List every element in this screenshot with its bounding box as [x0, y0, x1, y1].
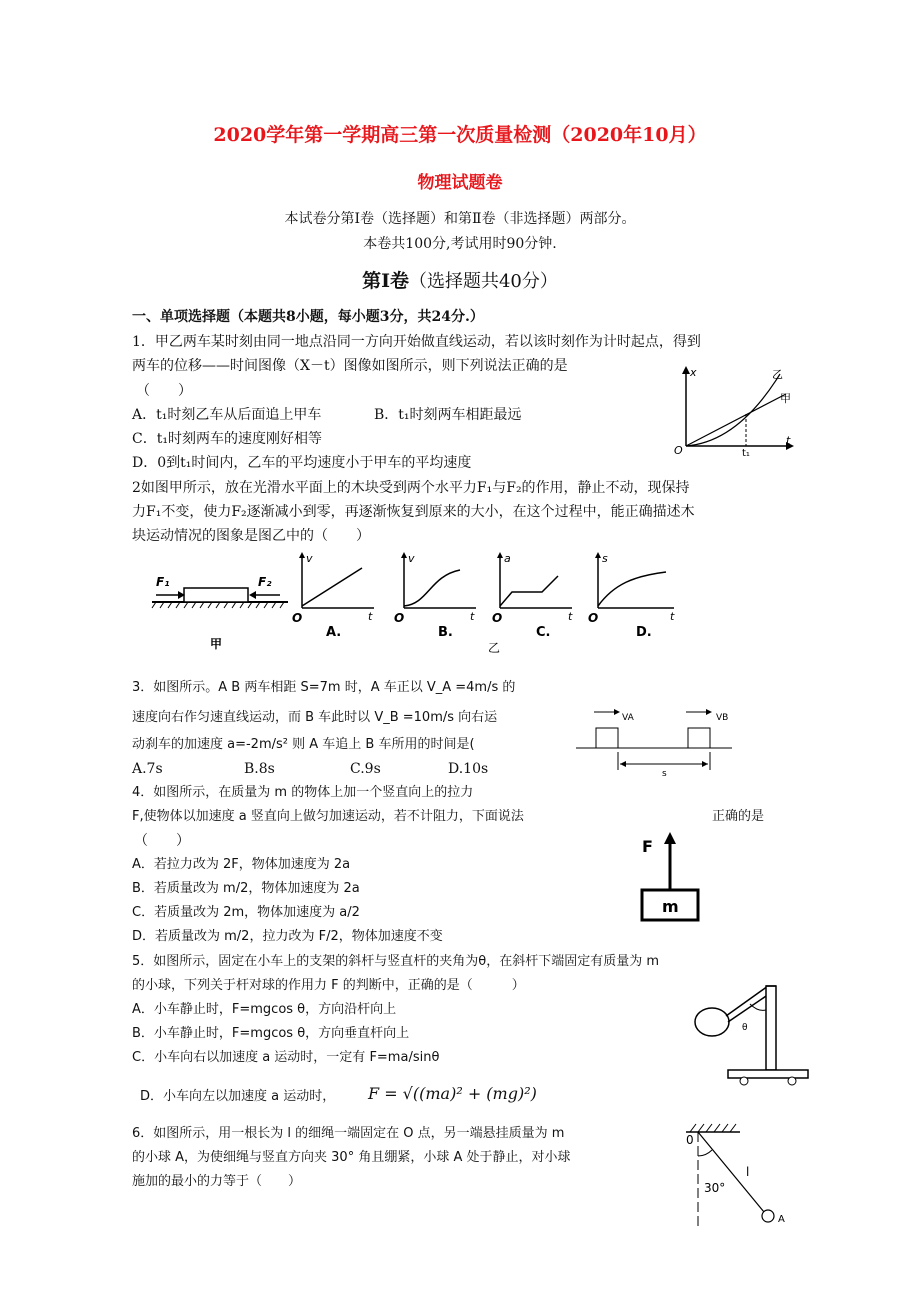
intro-line-2: 本卷共100分,考试用时90分钟. — [363, 236, 557, 252]
q6-angle-label: 30° — [704, 1181, 726, 1195]
q3-s-label: s — [662, 769, 667, 779]
q1-stem-line1: 1．甲乙两车某时刻由同一地点沿同一方向开始做直线运动，若以该时刻作为计时起点，得到 — [132, 334, 701, 350]
q2-jia-label: 甲 — [210, 637, 223, 651]
q1-yi-label: 乙 — [772, 368, 783, 381]
q4-option-d: D．若质量改为 m/2，拉力改为 F/2，物体加速度不变 — [132, 929, 443, 944]
q2-b-v-label: v — [408, 552, 415, 565]
q4-stem-line2b: 正确的是 — [712, 809, 765, 824]
q3-va-label: VA — [622, 713, 634, 723]
part-heading: 一、单项选择题（本题共8小题，每小题3分，共24分.） — [132, 309, 484, 325]
q2-graph-c — [488, 552, 573, 655]
q2-c-o-label: O — [492, 611, 503, 625]
paper-subtitle: 物理试题卷 — [417, 173, 503, 193]
q2-stem-line3: 块运动情况的图象是图乙中的（ ） — [132, 528, 370, 544]
q2-d-t-label: t — [670, 610, 675, 623]
q2-block-figure — [152, 575, 288, 651]
q1-option-a: A．t₁时刻乙车从后面追上甲车 — [132, 407, 322, 423]
q6-a-label: A — [778, 1214, 785, 1225]
q1-t1-label: t₁ — [742, 448, 750, 456]
q3-cars-figure — [576, 700, 736, 780]
q3-stem-line2: 速度向右作匀速直线运动，而 B 车此时以 V_B =10m/s 向右运 — [132, 710, 498, 725]
q2-d-s-label: s — [602, 552, 608, 565]
q6-l-label: l — [746, 1165, 750, 1179]
q2-stem-line1: 2如图甲所示，放在光滑水平面上的木块受到两个水平力F₁与F₂的作用，静止不动，现保持 — [132, 480, 690, 496]
q2-b-caption: B. — [438, 625, 453, 640]
q5-cart-figure — [688, 980, 820, 1086]
q2-b-o-label: O — [394, 611, 405, 625]
q2-d-caption: D. — [636, 625, 652, 640]
q2-graph-a — [292, 552, 374, 640]
q5-option-a: A．小车静止时，F=mgcos θ，方向沿杆向上 — [132, 1002, 397, 1017]
q4-option-a: A．若拉力改为 2F，物体加速度为 2a — [132, 857, 351, 872]
q2-a-caption: A. — [326, 625, 342, 640]
q6-stem-line2: 的小球 A，为使细绳与竖直方向夹 30° 角且绷紧，小球 A 处于静止，对小球 — [132, 1150, 571, 1165]
q1-jia-label: 甲 — [780, 392, 791, 405]
q2-a-v-label: v — [306, 552, 313, 565]
q3-option-d: D.10s — [448, 761, 489, 777]
q3-option-b: B.8s — [244, 761, 275, 777]
exam-title: 2020学年第一学期高三第一次质量检测（2020年10月） — [213, 124, 707, 146]
q1-axis-t-label: t — [786, 434, 791, 447]
q3-vb-label: VB — [716, 713, 729, 723]
q5-option-b: B．小车静止时，F=mgcos θ，方向垂直杆向上 — [132, 1026, 410, 1041]
intro-line-1: 本试卷分第Ⅰ卷（选择题）和第Ⅱ卷（非选择题）两部分。 — [284, 211, 636, 227]
q2-figures — [150, 548, 690, 656]
q1-stem-line2: 两车的位移——时间图像（X－t）图像如图所示，则下列说法正确的是 — [132, 358, 568, 374]
q5-option-c: C．小车向右以加速度 a 运动时，一定有 F=ma/sinθ — [132, 1050, 440, 1065]
section-title-bold: 第Ⅰ卷 — [362, 270, 409, 292]
q2-yi-label: 乙 — [488, 641, 501, 655]
q3-option-a: A.7s — [132, 761, 163, 777]
section-title — [0, 270, 920, 293]
q6-stem-line3: 施加的最小的力等于（ ） — [132, 1174, 302, 1189]
q5-stem-line1: 5．如图所示，固定在小车上的支架的斜杆与竖直杆的夹角为θ，在斜杆下端固定有质量为 m — [132, 954, 660, 969]
q4-force-figure — [630, 828, 710, 928]
q1-axis-x-label: x — [690, 366, 697, 379]
q3-option-c: C.9s — [350, 761, 381, 777]
q2-stem-line2: 力F₁不变，使力F₂逐渐减小到零，再逐渐恢复到原来的大小，在这个过程中，能正确描述木 — [132, 504, 695, 520]
q1-blank: （ ） — [136, 383, 192, 399]
q2-b-t-label: t — [470, 610, 475, 623]
section-title-rest: （选择题共40分） — [408, 271, 558, 292]
q2-c-a-label: a — [504, 552, 511, 565]
q6-pendulum-figure — [676, 1116, 806, 1228]
q2-d-o-label: O — [588, 611, 599, 625]
q6-o-label: 0 — [686, 1133, 694, 1147]
q1-option-b: B．t₁时刻两车相距最远 — [374, 407, 522, 423]
q4-f-label: F — [642, 837, 653, 856]
q4-option-c: C．若质量改为 2m，物体加速度为 a/2 — [132, 905, 360, 920]
q2-f2-label: F₂ — [258, 575, 272, 589]
q5-option-d: D．小车向左以加速度 a 运动时， — [140, 1089, 336, 1104]
q1-option-d: D．0到t₁时间内，乙车的平均速度小于甲车的平均速度 — [132, 455, 472, 471]
q2-c-t-label: t — [568, 610, 573, 623]
q2-a-o-label: O — [292, 611, 303, 625]
q6-stem-line1: 6．如图所示，用一根长为 l 的细绳一端固定在 O 点，另一端悬挂质量为 m — [132, 1126, 565, 1141]
q5-theta-label: θ — [742, 1023, 748, 1033]
q5-stem-line2: 的小球，下列关于杆对球的作用力 F 的判断中，正确的是（ ） — [132, 978, 525, 993]
q3-stem-line1: 3．如图所示。A B 两车相距 S=7m 时，A 车正以 V_A =4m/s 的 — [132, 680, 516, 695]
q1-option-c: C．t₁时刻两车的速度刚好相等 — [132, 431, 322, 447]
q2-graph-d — [588, 552, 675, 640]
q3-stem-line3: 动刹车的加速度 a=-2m/s² 则 A 车追上 B 车所用的时间是( — [132, 737, 475, 752]
q4-m-label: m — [662, 897, 679, 916]
q4-option-b: B．若质量改为 m/2，物体加速度为 2a — [132, 881, 360, 896]
q2-c-caption: C. — [536, 625, 551, 640]
q1-xt-graph — [668, 364, 798, 456]
q2-graph-b — [394, 552, 476, 640]
q2-a-t-label: t — [368, 610, 373, 623]
q4-stem-line1: 4．如图所示，在质量为 m 的物体上加一个竖直向上的拉力 — [132, 785, 474, 800]
q1-origin-label: O — [674, 444, 683, 456]
q5-formula: F = √((ma)² + (mg)²) — [368, 1084, 537, 1103]
q2-f1-label: F₁ — [156, 575, 170, 589]
q4-blank: （ ） — [134, 833, 190, 849]
q4-stem-line2a: F,使物体以加速度 a 竖直向上做匀加速运动，若不计阻力，下面说法 — [132, 809, 524, 824]
